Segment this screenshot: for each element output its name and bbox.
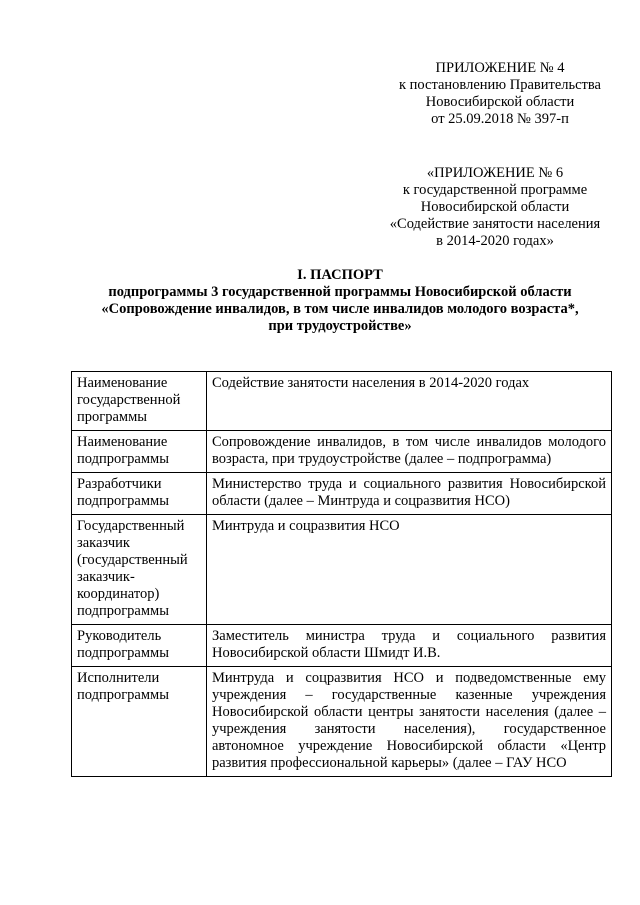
title-subheading: «Сопровождение инвалидов, в том числе инвалидов молодого возраста*, [101,301,579,317]
row-value: Минтруда и соцразвития НСО и подведомственные ему учреждения – государственные казенные учреждения Новосибирской области центры занятости населения (далее – учреждения занятости населения), государственное автономное учреждение Новосибирской области «Центр развития профессиональной карьеры» (далее – ГАУ НСО [207,667,612,777]
table-row [72,372,612,431]
title-heading: I. ПАСПОРТ [297,267,383,283]
row-label: Руководитель подпрограммы [72,625,207,667]
table-row [72,667,612,777]
appendix-line: в 2014-2020 годах» [436,233,554,249]
row-value: Сопровождение инвалидов, в том числе инвалидов молодого возраста, при трудоустройстве (далее – подпрограмма) [207,431,612,473]
appendix-line: Новосибирской области [425,94,575,110]
row-label: Разработчики подпрограммы [72,473,207,515]
row-value: Минтруда и соцразвития НСО [207,515,612,625]
title-subheading: при трудоустройстве» [268,318,412,334]
appendix-header-decree [380,60,620,128]
appendix-line: к постановлению Правительства [399,77,601,93]
table-row [72,473,612,515]
appendix-line: Новосибирской области [420,199,570,215]
row-label: Наименование государственной программы [72,372,207,431]
appendix-line: «Содействие занятости населения [389,216,601,232]
document-title [40,267,640,335]
table-row [72,625,612,667]
row-label: Государственный заказчик (государственный заказчик-координатор) подпрограммы [72,515,207,625]
appendix-header-program [370,165,620,250]
title-subheading: подпрограммы 3 государственной программы Новосибирской области [108,284,572,300]
row-value: Министерство труда и социального развития Новосибирской области (далее – Минтруда и соцразвития НСО) [207,473,612,515]
row-value: Содействие занятости населения в 2014-2020 годах [207,372,612,431]
passport-table [71,371,612,777]
table-row [72,431,612,473]
row-value: Заместитель министра труда и социального развития Новосибирской области Шмидт И.В. [207,625,612,667]
appendix-line: к государственной программе [402,182,588,198]
appendix-line: от 25.09.2018 № 397-п [431,111,569,127]
appendix-line: «ПРИЛОЖЕНИЕ № 6 [426,165,564,181]
row-label: Исполнители подпрограммы [72,667,207,777]
appendix-line: ПРИЛОЖЕНИЕ № 4 [435,60,565,76]
table-row [72,515,612,625]
row-label: Наименование подпрограммы [72,431,207,473]
